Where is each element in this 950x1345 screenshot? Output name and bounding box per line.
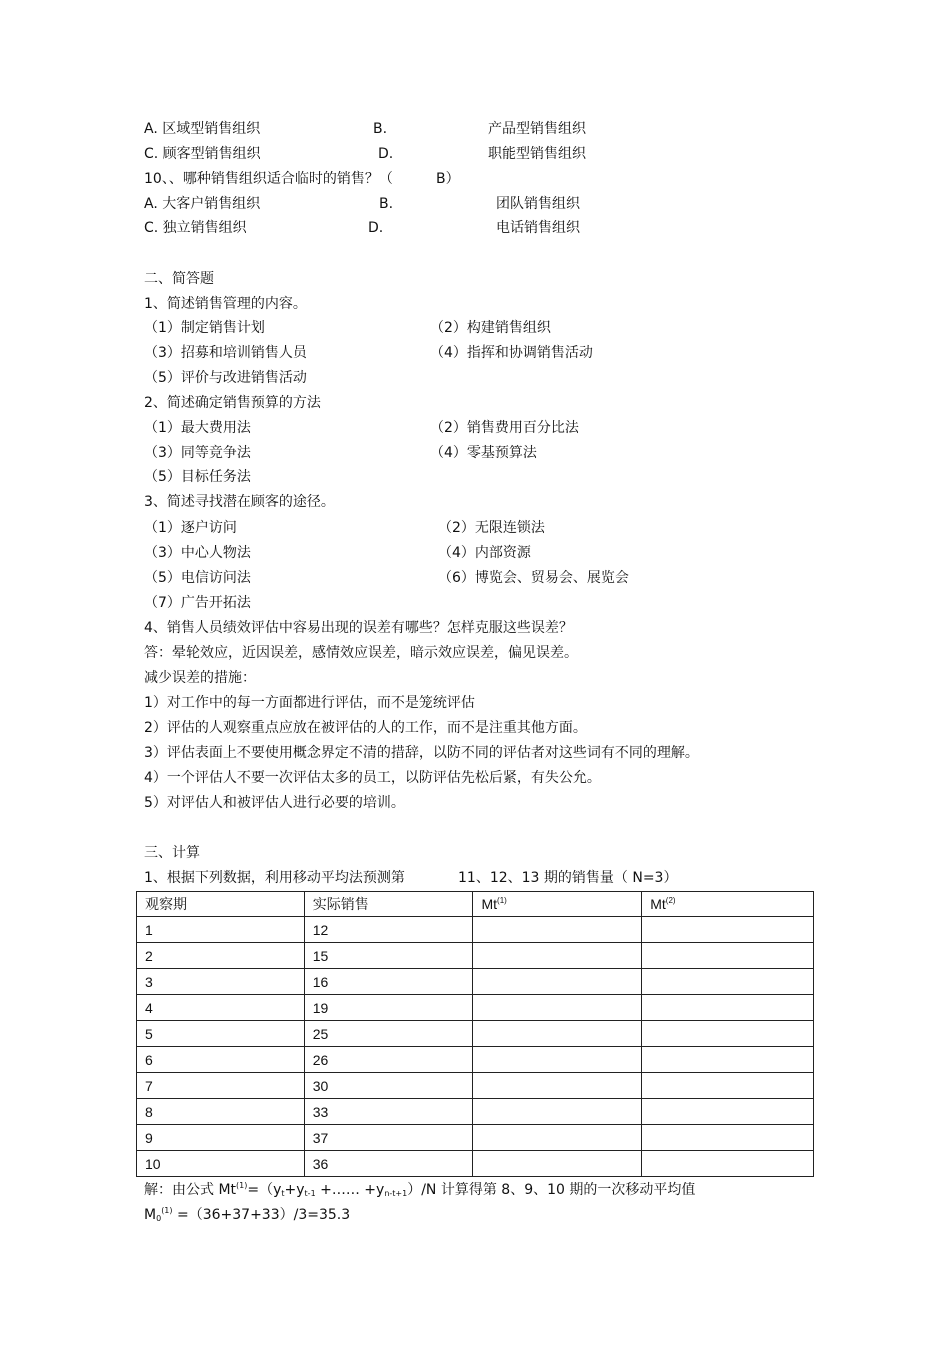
header-cell: 观察期 [137,892,305,917]
sol-s1: t [281,1189,285,1198]
sol-s2: t-1 [304,1189,316,1198]
s2-q3-item: （5）电信访问法 [144,570,251,586]
s2-q1-item: （1）制定销售计划 [144,320,265,336]
sol-p3: +y [284,1182,305,1198]
mt2-cell [642,1021,814,1047]
sol-l2-a: M [144,1207,157,1223]
period-cell: 2 [137,943,305,969]
q9-option-b-text: 产品型销售组织 [488,121,586,137]
mt2-cell [642,969,814,995]
mt1-cell [473,943,642,969]
mt1-cell [473,995,642,1021]
mt1-cell [473,1021,642,1047]
table-row [137,943,814,969]
s2-q1-item: （5）评价与改进销售活动 [144,370,307,386]
table-row [137,1125,814,1151]
mt2-cell [642,943,814,969]
period-cell: 4 [137,995,305,1021]
s3-q1-prefix: 1、根据下列数据，利用移动平均法预测第 [144,870,405,886]
s2-q3-item: （1）逐户访问 [144,520,237,536]
s2-q3-item: （4）内部资源 [438,545,531,561]
section-3-title: 三、计算 [144,845,200,861]
s2-q1-title: 1、简述销售管理的内容。 [144,296,307,312]
sol-l2-sub: 0 [156,1214,162,1223]
mt2-cell [642,1151,814,1177]
table-row [137,917,814,943]
period-cell: 1 [137,917,305,943]
s2-q3-item: （7）广告开拓法 [144,595,251,611]
s2-q2-item: （2）销售费用百分比法 [430,420,579,436]
q10-option-b-letter: B. [379,196,394,212]
sales-cell: 26 [304,1047,473,1073]
sol-l2-sup: (1) [161,1206,173,1215]
sales-cell: 36 [304,1151,473,1177]
s2-q2-item: （5）目标任务法 [144,469,251,485]
header-cell [642,892,814,917]
sales-cell: 37 [304,1125,473,1151]
period-cell: 5 [137,1021,305,1047]
mt2-cell [642,995,814,1021]
period-cell: 8 [137,1099,305,1125]
s2-q2-item: （4）零基预算法 [430,445,537,461]
sales-cell: 16 [304,969,473,995]
header-mt1-label: Mt [481,896,498,912]
mt1-cell [473,1073,642,1099]
sol-p4: +…… +y [315,1182,385,1198]
table-row [137,1151,814,1177]
solution-line-1 [144,1177,695,1203]
q9-option-b-letter: B. [373,121,388,137]
sales-cell: 25 [304,1021,473,1047]
mt1-cell [473,1151,642,1177]
mt2-cell [642,1125,814,1151]
q9-option-c: C. 顾客型销售组织 [144,146,261,162]
header-mt2-label: Mt [650,896,666,912]
sol-s3: n-t+1 [384,1189,408,1198]
mt1-cell [473,969,642,995]
sales-cell: 19 [304,995,473,1021]
mt1-cell [473,1047,642,1073]
period-cell: 7 [137,1073,305,1099]
s2-q4-title: 4、销售人员绩效评估中容易出现的误差有哪些？怎样克服这些误差？ [144,620,573,636]
period-cell: 10 [137,1151,305,1177]
header-cell [473,892,642,917]
sales-cell: 15 [304,943,473,969]
q9-option-d-letter: D. [378,146,394,162]
q9-option-d-text: 职能型销售组织 [488,146,586,162]
q10-option-b-text: 团队销售组织 [496,196,580,212]
header-mt2-sup: (2) [665,896,676,905]
s2-q4-measure: 1）对工作中的每一方面都进行评估，而不是笼统评估 [144,695,475,711]
sales-cell: 33 [304,1099,473,1125]
sol-p5: ）/N 计算得第 8、9、10 期的一次移动平均值 [407,1182,696,1198]
mt1-cell [473,1099,642,1125]
moving-average-table [136,891,814,1177]
period-cell: 9 [137,1125,305,1151]
solution-line-2 [144,1202,350,1228]
q10-option-d-letter: D. [368,220,384,236]
s2-q2-title: 2、简述确定销售预算的方法 [144,395,321,411]
sol-l2-b: =（36+37+33）/3=35.3 [176,1207,351,1223]
header-mt1-sup: (1) [497,896,507,905]
s2-q3-item: （2）无限连锁法 [438,520,545,536]
s2-q4-measure: 5）对评估人和被评估人进行必要的培训。 [144,795,405,811]
mt2-cell [642,1047,814,1073]
table-row [137,1073,814,1099]
s2-q2-item: （3）同等竞争法 [144,445,251,461]
q10-option-a: A. 大客户销售组织 [144,196,261,212]
s2-q1-item: （2）构建销售组织 [430,320,551,336]
header-cell: 实际销售 [304,892,473,917]
s2-q3-item: （3）中心人物法 [144,545,251,561]
table-row [137,969,814,995]
s2-q1-item: （3）招募和培训销售人员 [144,345,307,361]
mt2-cell [642,1073,814,1099]
table-row [137,1047,814,1073]
section-2-title: 二、简答题 [144,271,214,287]
s2-q4-measure: 2）评估的人观察重点应放在被评估的人的工作，而不是注重其他方面。 [144,720,587,736]
sol-p1: 解：由公式 Mt [144,1182,237,1198]
sales-cell: 30 [304,1073,473,1099]
s3-q1-suffix: 11、12、13 期的销售量（ N=3） [458,870,678,886]
sol-p2: =（y [247,1182,282,1198]
s2-q4-measures-title: 减少误差的措施： [144,670,256,686]
q9-option-a: A. 区域型销售组织 [144,121,261,137]
table-row [137,995,814,1021]
s2-q3-title: 3、简述寻找潜在顾客的途径。 [144,494,335,510]
s2-q1-item: （4）指挥和协调销售活动 [430,345,593,361]
mt1-cell [473,917,642,943]
mt2-cell [642,917,814,943]
table-header-row [137,892,814,917]
sol-sup1: (1) [236,1181,248,1190]
period-cell: 6 [137,1047,305,1073]
mt2-cell [642,1099,814,1125]
s2-q2-item: （1）最大费用法 [144,420,251,436]
period-cell: 3 [137,969,305,995]
s2-q4-answer: 答：晕轮效应，近因误差，感情效应误差，暗示效应误差，偏见误差。 [144,645,578,661]
s2-q4-measure: 3）评估表面上不要使用概念界定不清的措辞，以防不同的评估者对这些词有不同的理解。 [144,745,699,761]
mt1-cell [473,1125,642,1151]
s2-q3-item: （6）博览会、贸易会、展览会 [438,570,629,586]
sales-cell: 12 [304,917,473,943]
table-row [137,1021,814,1047]
q10-option-d-text: 电话销售组织 [496,220,580,236]
s2-q4-measure: 4）一个评估人不要一次评估太多的员工，以防评估先松后紧，有失公允。 [144,770,601,786]
q10-answer: B） [436,171,460,187]
table-row [137,1099,814,1125]
q10-option-c: C. 独立销售组织 [144,220,247,236]
q10-question: 10、、哪种销售组织适合临时的销售？（ [144,171,393,187]
